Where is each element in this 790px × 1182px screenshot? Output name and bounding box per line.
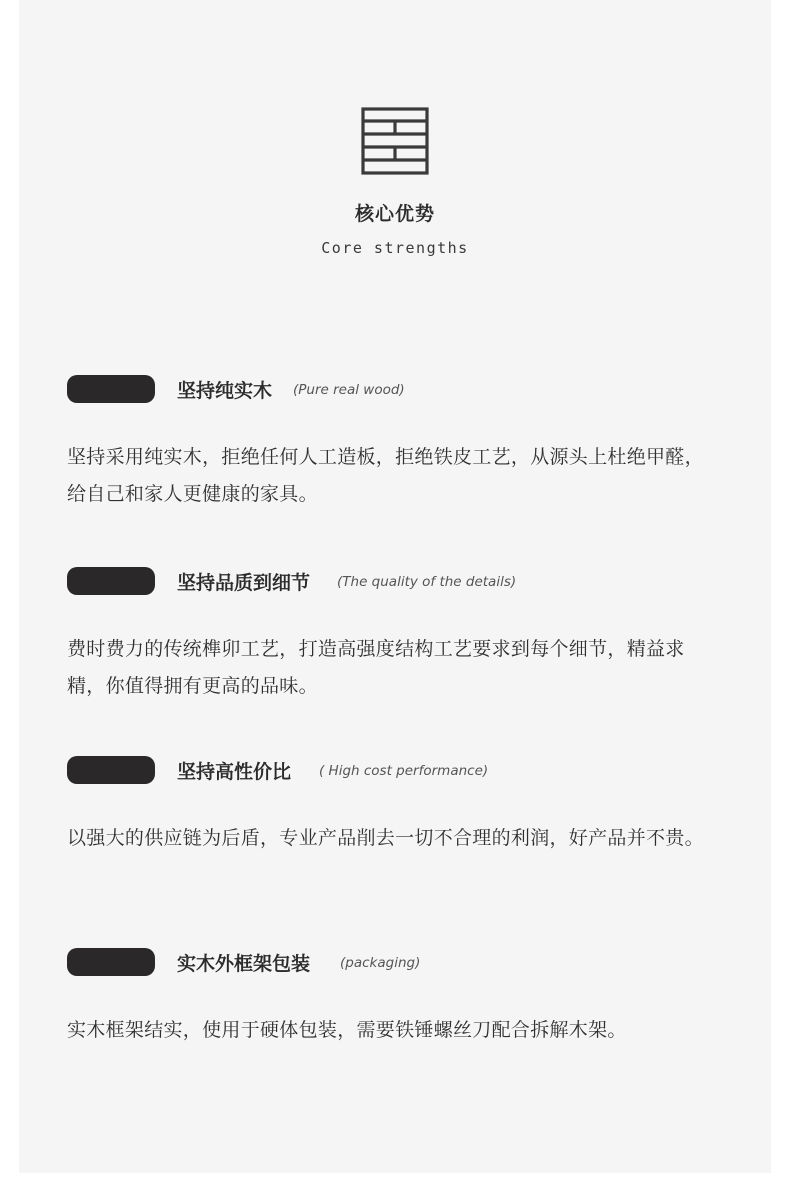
feature-section-cost-performance (67, 755, 707, 849)
feature-header (67, 755, 707, 785)
feature-section-pure-wood (67, 374, 707, 505)
shelf-grid-icon (361, 107, 429, 175)
feature-header (67, 947, 707, 977)
section-pill-marker (67, 567, 155, 595)
page-subtitle: Core strengths (321, 239, 469, 257)
feature-section-quality (67, 566, 707, 697)
feature-title-en: (Pure real wood) (293, 382, 405, 398)
feature-description: 坚持采用纯实木，拒绝任何人工造板，拒绝铁皮工艺，从源头上杜绝甲醛，给自己和家人更健康的家具。 (67, 446, 704, 505)
feature-header (67, 374, 707, 404)
feature-description: 费时费力的传统榫卯工艺，打造高强度结构工艺要求到每个细节，精益求精，你值得拥有更高的品味。 (67, 638, 685, 697)
feature-title: 坚持品质到细节 (177, 572, 311, 594)
section-pill-marker (67, 948, 155, 976)
feature-description: 实木框架结实，使用于硬体包装，需要铁锤螺丝刀配合拆解木架。 (67, 1019, 627, 1041)
feature-title: 实木外框架包装 (177, 953, 311, 975)
feature-title-en: (The quality of the details) (337, 574, 517, 590)
feature-header (67, 566, 707, 596)
feature-section-packaging (67, 947, 707, 1041)
section-pill-marker (67, 375, 155, 403)
feature-description: 以强大的供应链为后盾，专业产品削去一切不合理的利润，好产品并不贵。 (67, 827, 704, 849)
feature-title-en: (packaging) (340, 955, 421, 971)
feature-title-en: ( High cost performance) (319, 763, 489, 779)
feature-title: 坚持纯实木 (177, 380, 273, 402)
section-pill-marker (67, 756, 155, 784)
feature-title: 坚持高性价比 (177, 761, 292, 783)
page-title: 核心优势 (354, 203, 435, 225)
